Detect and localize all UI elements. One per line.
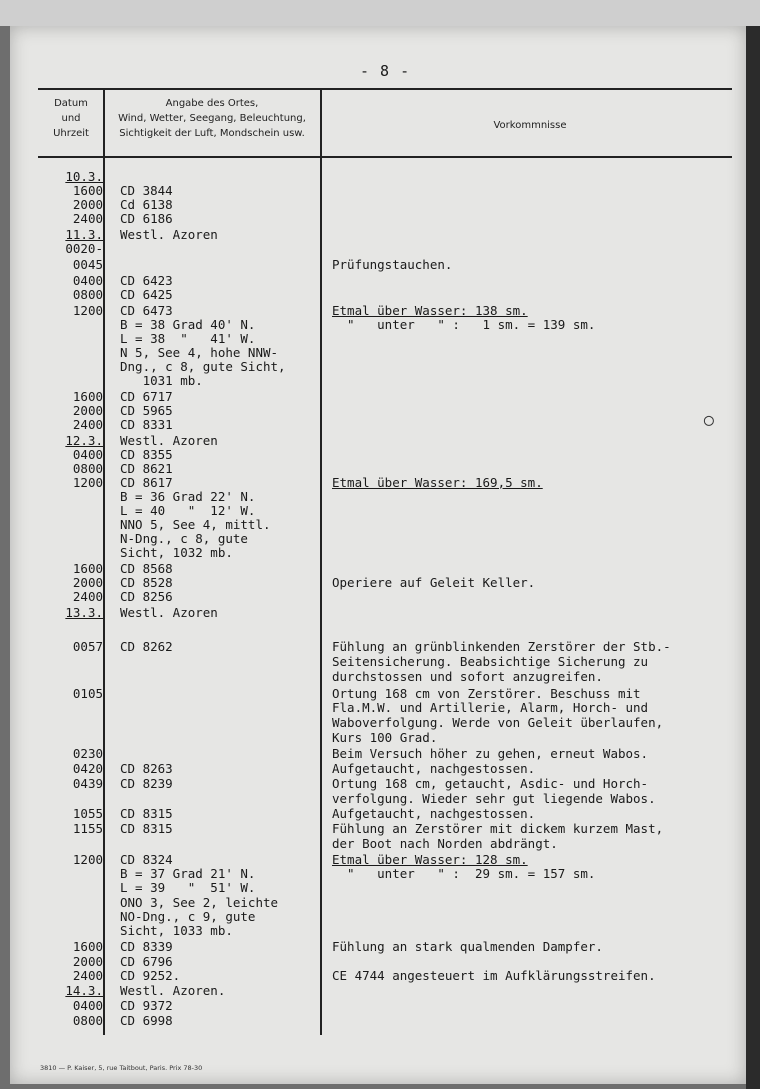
row-time: 0057: [72, 639, 103, 654]
row-time: 11.3.: [65, 227, 103, 242]
row-position: CD 8256: [120, 589, 173, 604]
header-top-rule: [38, 88, 732, 90]
page-number: - 8 -: [360, 62, 411, 80]
row-position: CD 9372: [120, 998, 173, 1013]
row-event: Aufgetaucht, nachgestossen.: [332, 806, 536, 821]
row-position: CD 8324: [120, 852, 173, 867]
row-event: Etmal über Wasser: 169,5 sm.: [332, 475, 543, 490]
row-time: 0400: [72, 447, 103, 462]
header-date: [40, 96, 102, 141]
row-position: CD 8621: [120, 461, 173, 476]
row-event: Fla.M.W. und Artillerie, Alarm, Horch- und: [332, 700, 649, 715]
row-event: Waboverfolgung. Werde von Geleit überlaufen,: [332, 715, 664, 730]
row-event: Kurs 100 Grad.: [332, 730, 438, 745]
row-position: CD 8263: [120, 761, 173, 776]
row-time: 10.3.: [65, 169, 103, 184]
row-position: CD 9252.: [120, 968, 181, 983]
binding-edge: [746, 26, 760, 1089]
row-position: B = 37 Grad 21' N.: [120, 866, 256, 881]
row-event: der Boot nach Norden abdrängt.: [332, 836, 558, 851]
row-position: L = 38 " 41' W.: [120, 331, 256, 346]
row-position: Westl. Azoren: [120, 433, 218, 448]
row-event: durchstossen und sofort anzugreifen.: [332, 669, 603, 684]
row-time: 1155: [72, 821, 103, 836]
row-position: CD 8315: [120, 821, 173, 836]
row-position: CD 8568: [120, 561, 173, 576]
row-position: CD 8339: [120, 939, 173, 954]
row-position: CD 6423: [120, 273, 173, 288]
row-position: CD 6717: [120, 389, 173, 404]
row-position: Cd 6138: [120, 197, 173, 212]
row-time: 1600: [72, 389, 103, 404]
col1-divider: [103, 90, 105, 1035]
row-position: L = 39 " 51' W.: [120, 880, 256, 895]
row-position: CD 8262: [120, 639, 173, 654]
row-position: N 5, See 4, hohe NNW-: [120, 345, 279, 360]
printer-footer: 3810 — P. Kaiser, 5, rue Taitbout, Paris. Prix 78-30: [40, 1064, 203, 1072]
row-time: 0020-: [65, 241, 103, 256]
row-time: 0230: [72, 746, 103, 761]
header-events: Vorkommnisse: [493, 120, 567, 131]
row-time: 0420: [72, 761, 103, 776]
row-position: CD 6998: [120, 1013, 173, 1028]
row-time: 0800: [72, 287, 103, 302]
row-position: CD 6473: [120, 303, 173, 318]
header-location-line3: Sichtigkeit der Luft, Mondschein usw.: [119, 128, 305, 139]
row-time: 13.3.: [65, 605, 103, 620]
row-time: 1200: [72, 852, 103, 867]
row-time: 0800: [72, 461, 103, 476]
row-event: Fühlung an stark qualmenden Dampfer.: [332, 939, 603, 954]
header-location: [106, 96, 318, 141]
row-event: Operiere auf Geleit Keller.: [332, 575, 536, 590]
row-time: 14.3.: [65, 983, 103, 998]
row-position: CD 6796: [120, 954, 173, 969]
row-event: Prüfungstauchen.: [332, 257, 453, 272]
row-time: 2000: [72, 403, 103, 418]
row-position: NO-Dng., c 9, gute: [120, 909, 256, 924]
row-position: N-Dng., c 8, gute: [120, 531, 248, 546]
row-event: Ortung 168 cm, getaucht, Asdic- und Horch-: [332, 776, 649, 791]
row-position: CD 8239: [120, 776, 173, 791]
row-time: 1600: [72, 939, 103, 954]
row-event: Etmal über Wasser: 138 sm.: [332, 303, 528, 318]
row-time: 0045: [72, 257, 103, 272]
row-time: 0400: [72, 998, 103, 1013]
row-position: CD 8315: [120, 806, 173, 821]
row-position: CD 6186: [120, 211, 173, 226]
row-position: B = 36 Grad 22' N.: [120, 489, 256, 504]
header-date-line2: und: [61, 113, 81, 124]
row-position: CD 8528: [120, 575, 173, 590]
row-time: 1200: [72, 303, 103, 318]
row-position: B = 38 Grad 40' N.: [120, 317, 256, 332]
row-event: Beim Versuch höher zu gehen, erneut Wabos.: [332, 746, 649, 761]
row-time: 1600: [72, 561, 103, 576]
margin-circle-mark: ◯: [704, 410, 714, 429]
row-event: " unter " : 1 sm. = 139 sm.: [332, 317, 596, 332]
row-time: 2400: [72, 211, 103, 226]
row-event: Seitensicherung. Beabsichtige Sicherung zu: [332, 654, 649, 669]
col2-divider: [320, 90, 322, 1035]
row-position: Westl. Azoren: [120, 605, 218, 620]
scan-top-strip: [0, 0, 760, 26]
row-position: CD 6425: [120, 287, 173, 302]
row-event: Ortung 168 cm von Zerstörer. Beschuss mit: [332, 686, 641, 701]
row-time: 0439: [72, 776, 103, 791]
row-time: 0105: [72, 686, 103, 701]
row-event: CE 4744 angesteuert im Aufklärungsstreifen.: [332, 968, 656, 983]
row-position: Westl. Azoren: [120, 227, 218, 242]
row-event: verfolgung. Wieder sehr gut liegende Wabos.: [332, 791, 656, 806]
row-position: L = 40 " 12' W.: [120, 503, 256, 518]
header-location-line2: Wind, Wetter, Seegang, Beleuchtung,: [118, 113, 306, 124]
row-time: 2400: [72, 968, 103, 983]
row-position: 1031 mb.: [120, 373, 203, 388]
row-event: " unter " : 29 sm. = 157 sm.: [332, 866, 596, 881]
row-time: 0800: [72, 1013, 103, 1028]
row-position: CD 8355: [120, 447, 173, 462]
row-position: CD 8617: [120, 475, 173, 490]
row-event: Etmal über Wasser: 128 sm.: [332, 852, 528, 867]
row-event: Aufgetaucht, nachgestossen.: [332, 761, 536, 776]
row-time: 0400: [72, 273, 103, 288]
row-time: 1600: [72, 183, 103, 198]
row-position: ONO 3, See 2, leichte: [120, 895, 279, 910]
row-position: Sicht, 1033 mb.: [120, 923, 233, 938]
row-time: 1200: [72, 475, 103, 490]
row-event: Fühlung an Zerstörer mit dickem kurzem Mast,: [332, 821, 664, 836]
row-position: Sicht, 1032 mb.: [120, 545, 233, 560]
row-time: 2000: [72, 197, 103, 212]
row-time: 2400: [72, 589, 103, 604]
row-time: 2000: [72, 575, 103, 590]
header-location-line1: Angabe des Ortes,: [165, 98, 259, 109]
row-time: 12.3.: [65, 433, 103, 448]
row-event: Fühlung an grünblinkenden Zerstörer der Stb.-: [332, 639, 671, 654]
row-position: Westl. Azoren.: [120, 983, 226, 998]
row-position: CD 8331: [120, 417, 173, 432]
row-time: 2400: [72, 417, 103, 432]
row-time: 2000: [72, 954, 103, 969]
row-position: Dng., c 8, gute Sicht,: [120, 359, 286, 374]
row-position: CD 5965: [120, 403, 173, 418]
header-date-line3: Uhrzeit: [53, 128, 89, 139]
row-time: 1055: [72, 806, 103, 821]
row-position: CD 3844: [120, 183, 173, 198]
header-date-line1: Datum: [54, 98, 88, 109]
row-position: NNO 5, See 4, mittl.: [120, 517, 271, 532]
header-bottom-rule: [38, 156, 732, 158]
